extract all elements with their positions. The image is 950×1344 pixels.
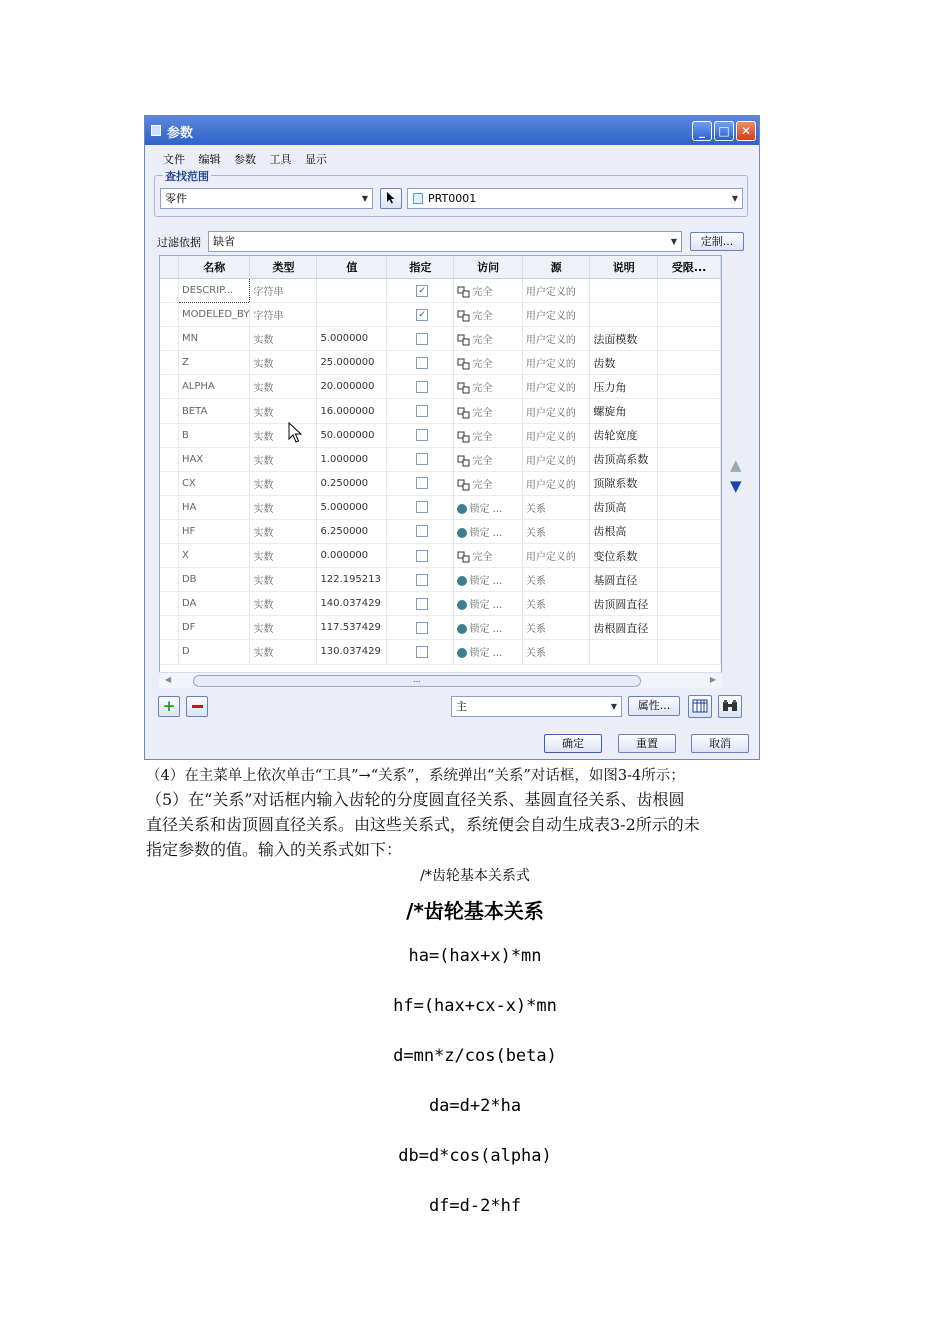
reset-button[interactable]: 重置: [618, 734, 676, 753]
header-row: [160, 256, 721, 279]
lock-icon: [457, 624, 467, 634]
relation-line: ha=(hax+x)*mn: [408, 946, 542, 966]
param-restricted: [658, 471, 721, 495]
designate-cell: [387, 640, 454, 664]
parameters-table: [159, 255, 722, 688]
maximize-button[interactable]: □: [714, 121, 734, 141]
access-cell[interactable]: [454, 375, 522, 399]
param-value[interactable]: 140.037429: [317, 592, 387, 616]
remove-parameter-button[interactable]: [186, 696, 208, 717]
param-description[interactable]: 齿轮宽度: [590, 423, 658, 447]
row-selector[interactable]: [160, 375, 178, 399]
param-description[interactable]: 顶隙系数: [590, 471, 658, 495]
move-down-icon[interactable]: ▼: [730, 477, 742, 495]
access-label: 完全: [472, 335, 493, 347]
param-type: 实数: [250, 327, 317, 351]
table-row[interactable]: [160, 544, 721, 568]
param-restricted: [658, 327, 721, 351]
designate-checkbox[interactable]: [416, 525, 428, 537]
param-source: 用户定义的: [522, 279, 590, 303]
param-value[interactable]: [317, 279, 387, 303]
param-type: 实数: [250, 519, 317, 543]
menu-file[interactable]: 文件: [163, 153, 185, 166]
param-value[interactable]: 117.537429: [317, 616, 387, 640]
param-source: 关系: [522, 519, 590, 543]
param-type: 实数: [250, 544, 317, 568]
param-type: 实数: [250, 351, 317, 375]
param-type: 实数: [250, 375, 317, 399]
param-value[interactable]: 25.000000: [317, 351, 387, 375]
param-restricted: [658, 568, 721, 592]
step5-line3: 指定参数的值。输入的关系式如下：: [146, 840, 403, 859]
param-restricted: [658, 519, 721, 543]
access-label: 完全: [472, 287, 493, 299]
param-description[interactable]: 螺旋角: [590, 399, 658, 423]
param-name[interactable]: CX: [178, 471, 250, 495]
access-label: 完全: [472, 431, 493, 443]
access-full-icon: [457, 431, 471, 443]
table-body: [160, 279, 721, 665]
param-value[interactable]: 0.000000: [317, 544, 387, 568]
param-value[interactable]: 5.000000: [317, 327, 387, 351]
designate-checkbox[interactable]: [416, 574, 428, 586]
designate-checkbox[interactable]: [416, 429, 428, 441]
designate-checkbox[interactable]: [416, 646, 428, 658]
scope-value: 零件: [165, 192, 187, 205]
designate-checkbox[interactable]: [416, 550, 428, 562]
table-columns-button[interactable]: [688, 695, 712, 718]
customize-button[interactable]: 定制...: [690, 232, 744, 251]
mouse-cursor-icon: [288, 422, 302, 444]
designate-cell: [387, 279, 454, 303]
relation-line: hf=(hax+cx-x)*mn: [393, 996, 557, 1016]
param-description[interactable]: 压力角: [590, 375, 658, 399]
lock-icon: [457, 600, 467, 610]
param-value[interactable]: 6.250000: [317, 519, 387, 543]
table-row[interactable]: [160, 447, 721, 471]
table-row[interactable]: [160, 495, 721, 519]
access-cell[interactable]: [454, 471, 522, 495]
select-pointer-button[interactable]: [380, 188, 402, 209]
param-source: 关系: [522, 616, 590, 640]
scroll-grip: ...: [413, 676, 421, 684]
access-cell[interactable]: [454, 423, 522, 447]
col-restricted[interactable]: 受限...: [658, 256, 721, 279]
chevron-down-icon: ▼: [610, 702, 617, 711]
access-full-icon: [457, 310, 471, 322]
minus-icon: [192, 705, 203, 708]
designate-checkbox[interactable]: [416, 333, 428, 345]
table-row[interactable]: [160, 592, 721, 616]
step5-line1: （5）在“关系”对话框内输入齿轮的分度圆直径关系、基圆直径关系、齿根圆: [146, 790, 685, 809]
param-type: 字符串: [250, 303, 317, 327]
access-cell[interactable]: [454, 495, 522, 519]
param-source: 用户定义的: [522, 303, 590, 327]
menu-tools[interactable]: 工具: [269, 153, 292, 166]
param-description[interactable]: [590, 303, 658, 327]
designate-checkbox[interactable]: [416, 381, 428, 393]
access-label: 锁定 ...: [469, 624, 503, 636]
access-full-icon: [457, 286, 471, 298]
param-value[interactable]: 5.000000: [317, 495, 387, 519]
designate-cell: [387, 544, 454, 568]
access-full-icon: [457, 358, 471, 370]
param-type: 字符串: [250, 279, 317, 303]
access-full-icon: [457, 334, 471, 346]
access-full-icon: [457, 407, 471, 419]
col-value[interactable]: 值: [317, 256, 387, 279]
access-full-icon: [457, 551, 471, 563]
access-full-icon: [457, 455, 471, 467]
row-selector-header: [160, 256, 178, 279]
access-cell[interactable]: [454, 568, 522, 592]
access-label: 完全: [472, 407, 493, 419]
part-icon: [413, 193, 423, 204]
designate-cell: [387, 375, 454, 399]
access-cell[interactable]: [454, 303, 522, 327]
access-label: 完全: [472, 479, 493, 491]
table-row[interactable]: [160, 351, 721, 375]
access-label: 锁定 ...: [469, 527, 503, 539]
table-row[interactable]: [160, 327, 721, 351]
param-restricted: [658, 616, 721, 640]
param-name[interactable]: DA: [178, 592, 250, 616]
param-type: 实数: [250, 640, 317, 664]
designate-cell: [387, 423, 454, 447]
designate-checkbox[interactable]: [416, 501, 428, 513]
param-name[interactable]: BETA: [178, 399, 250, 423]
table-row[interactable]: [160, 279, 721, 303]
title-bar: [145, 116, 759, 145]
row-selector[interactable]: [160, 616, 178, 640]
designate-cell: [387, 303, 454, 327]
designate-checkbox[interactable]: [416, 405, 428, 417]
table-row[interactable]: [160, 399, 721, 423]
move-up-icon[interactable]: ▲: [730, 456, 742, 474]
row-selector[interactable]: [160, 519, 178, 543]
param-value[interactable]: 1.000000: [317, 447, 387, 471]
model-select[interactable]: [407, 188, 743, 209]
designate-cell: [387, 471, 454, 495]
param-description[interactable]: 基圆直径: [590, 568, 658, 592]
binoculars-icon: [722, 699, 738, 713]
table-row[interactable]: [160, 471, 721, 495]
model-value: PRT0001: [428, 192, 477, 205]
access-label: 完全: [472, 383, 493, 395]
table-row[interactable]: [160, 375, 721, 399]
scroll-left-icon[interactable]: ◀: [165, 675, 172, 684]
param-type: 实数: [250, 399, 317, 423]
bottom-select[interactable]: [451, 696, 622, 717]
row-selector[interactable]: [160, 423, 178, 447]
param-value[interactable]: 50.000000: [317, 423, 387, 447]
param-name[interactable]: HA: [178, 495, 250, 519]
designate-checkbox[interactable]: ✓: [416, 285, 428, 297]
row-selector[interactable]: [160, 303, 178, 327]
designate-checkbox[interactable]: [416, 357, 428, 369]
access-label: 锁定 ...: [469, 503, 503, 515]
scroll-thumb[interactable]: [193, 675, 641, 687]
param-name[interactable]: B: [178, 423, 250, 447]
access-cell[interactable]: [454, 519, 522, 543]
menu-display[interactable]: 显示: [305, 153, 327, 166]
param-restricted: [658, 351, 721, 375]
param-restricted: [658, 640, 721, 664]
access-label: 锁定 ...: [469, 600, 503, 612]
param-description[interactable]: 齿顶高: [590, 495, 658, 519]
param-source: 用户定义的: [522, 327, 590, 351]
access-label: 完全: [472, 455, 493, 467]
designate-cell: [387, 519, 454, 543]
param-name[interactable]: Z: [178, 351, 250, 375]
param-description[interactable]: 变位系数: [590, 544, 658, 568]
param-restricted: [658, 544, 721, 568]
param-source: 用户定义的: [522, 544, 590, 568]
window-title: 参数: [167, 126, 194, 141]
close-button[interactable]: ✕: [736, 121, 756, 141]
chevron-down-icon: ▼: [670, 237, 677, 246]
step4-paragraph: （4）在主菜单上依次单击“工具”→“关系”，系统弹出“关系”对话框，如图3-4所示；: [146, 768, 685, 784]
access-full-icon: [457, 382, 471, 394]
plus-icon: +: [162, 697, 176, 715]
param-source: 用户定义的: [522, 471, 590, 495]
designate-cell: [387, 616, 454, 640]
row-selector[interactable]: [160, 351, 178, 375]
param-type: 实数: [250, 471, 317, 495]
param-restricted: [658, 592, 721, 616]
parameters-dialog: [144, 115, 760, 760]
access-cell[interactable]: [454, 592, 522, 616]
scroll-right-icon[interactable]: ▶: [709, 675, 716, 684]
param-name[interactable]: X: [178, 544, 250, 568]
table-icon: [692, 699, 708, 713]
designate-cell: [387, 447, 454, 471]
access-cell[interactable]: [454, 351, 522, 375]
param-name[interactable]: HF: [178, 519, 250, 543]
designate-checkbox[interactable]: [416, 622, 428, 634]
param-description[interactable]: 齿顶圆直径: [590, 592, 658, 616]
param-source: 用户定义的: [522, 375, 590, 399]
row-selector[interactable]: [160, 568, 178, 592]
table-row[interactable]: [160, 616, 721, 640]
param-description[interactable]: 齿根高: [590, 519, 658, 543]
pointer-icon: [386, 192, 396, 204]
table-row[interactable]: [160, 423, 721, 447]
relations-caption: /*齿轮基本关系式: [420, 868, 530, 884]
param-source: 关系: [522, 592, 590, 616]
designate-cell: [387, 399, 454, 423]
param-restricted: [658, 447, 721, 471]
param-source: 用户定义的: [522, 423, 590, 447]
param-type: 实数: [250, 495, 317, 519]
col-source[interactable]: 源: [522, 256, 590, 279]
param-source: 关系: [522, 640, 590, 664]
row-selector[interactable]: [160, 471, 178, 495]
table-row[interactable]: [160, 640, 721, 664]
window-icon: [151, 125, 161, 136]
param-name[interactable]: DF: [178, 616, 250, 640]
chevron-down-icon: ▼: [361, 194, 368, 203]
access-cell[interactable]: [454, 447, 522, 471]
menu-edit[interactable]: 编辑: [198, 153, 221, 166]
param-name[interactable]: DB: [178, 568, 250, 592]
param-type: 实数: [250, 568, 317, 592]
param-description[interactable]: 齿数: [590, 351, 658, 375]
access-label: 完全: [472, 359, 493, 371]
table-row[interactable]: [160, 568, 721, 592]
param-name[interactable]: HAX: [178, 447, 250, 471]
menu-bar: [163, 151, 337, 167]
access-cell[interactable]: [454, 327, 522, 351]
filter-select[interactable]: [208, 231, 682, 252]
param-type: 实数: [250, 616, 317, 640]
menu-parameters[interactable]: 参数: [234, 153, 256, 166]
add-parameter-button[interactable]: [158, 696, 180, 717]
scope-select[interactable]: [160, 188, 373, 209]
parameters-grid: [160, 256, 721, 665]
access-cell[interactable]: [454, 399, 522, 423]
designate-cell: [387, 351, 454, 375]
relation-line: d=mn*z/cos(beta): [393, 1046, 557, 1066]
scope-legend: 查找范围: [165, 170, 209, 183]
lock-icon: [457, 504, 467, 514]
properties-button[interactable]: 属性...: [628, 696, 680, 716]
row-selector[interactable]: [160, 279, 178, 303]
param-restricted: [658, 399, 721, 423]
param-description[interactable]: 法面模数: [590, 327, 658, 351]
param-source: 关系: [522, 568, 590, 592]
param-type: 实数: [250, 423, 317, 447]
table-row[interactable]: [160, 303, 721, 327]
param-restricted: [658, 495, 721, 519]
ok-button[interactable]: 确定: [544, 734, 602, 753]
relation-line: df=d-2*hf: [428, 1196, 522, 1216]
param-type: 实数: [250, 447, 317, 471]
param-description[interactable]: [590, 279, 658, 303]
designate-checkbox[interactable]: [416, 598, 428, 610]
param-source: 用户定义的: [522, 447, 590, 471]
designate-cell: [387, 495, 454, 519]
param-type: 实数: [250, 592, 317, 616]
param-description[interactable]: 齿顶高系数: [590, 447, 658, 471]
param-description[interactable]: 齿根圆直径: [590, 616, 658, 640]
lock-icon: [457, 528, 467, 538]
access-cell[interactable]: [454, 544, 522, 568]
access-cell[interactable]: [454, 640, 522, 664]
param-name[interactable]: MN: [178, 327, 250, 351]
relation-line: db=d*cos(alpha): [398, 1146, 552, 1166]
access-full-icon: [457, 479, 471, 491]
access-label: 锁定 ...: [469, 576, 503, 588]
param-source: 用户定义的: [522, 399, 590, 423]
access-label: 完全: [472, 311, 493, 323]
find-button[interactable]: [718, 695, 742, 718]
param-name[interactable]: DESCRIP...: [178, 279, 250, 303]
lock-icon: [457, 576, 467, 586]
row-selector[interactable]: [160, 592, 178, 616]
bottom-select-value: 主: [456, 700, 467, 713]
row-selector[interactable]: [160, 544, 178, 568]
param-value[interactable]: 130.037429: [317, 640, 387, 664]
col-designate[interactable]: 指定: [387, 256, 454, 279]
designate-checkbox[interactable]: [416, 453, 428, 465]
filter-value: 缺省: [213, 235, 235, 248]
access-label: 完全: [472, 552, 493, 564]
param-name[interactable]: ALPHA: [178, 375, 250, 399]
param-restricted: [658, 375, 721, 399]
access-label: 锁定 ...: [469, 648, 503, 660]
param-value[interactable]: 20.000000: [317, 375, 387, 399]
filter-label: 过滤依据: [157, 236, 201, 249]
param-description[interactable]: [590, 640, 658, 664]
col-description[interactable]: 说明: [590, 256, 658, 279]
row-selector[interactable]: [160, 640, 178, 664]
step5-line2: 直径关系和齿顶圆直径关系。由这些关系式，系统便会自动生成表3-2所示的未: [146, 815, 700, 834]
param-restricted: [658, 279, 721, 303]
param-value[interactable]: [317, 303, 387, 327]
table-row[interactable]: [160, 519, 721, 543]
param-name[interactable]: D: [178, 640, 250, 664]
row-selector[interactable]: [160, 447, 178, 471]
param-value[interactable]: 122.195213: [317, 568, 387, 592]
param-source: 用户定义的: [522, 351, 590, 375]
col-access[interactable]: 访问: [454, 256, 522, 279]
access-cell[interactable]: [454, 616, 522, 640]
param-restricted: [658, 303, 721, 327]
relation-line: da=d+2*ha: [428, 1096, 522, 1116]
param-value[interactable]: 0.250000: [317, 471, 387, 495]
designate-cell: [387, 568, 454, 592]
row-selector[interactable]: [160, 327, 178, 351]
param-name[interactable]: MODELED_BY: [178, 303, 250, 327]
minimize-button[interactable]: _: [692, 121, 712, 141]
relations-title: /*齿轮基本关系: [406, 899, 544, 923]
row-selector[interactable]: [160, 495, 178, 519]
param-value[interactable]: 16.000000: [317, 399, 387, 423]
col-name[interactable]: 名称: [178, 256, 250, 279]
designate-cell: [387, 592, 454, 616]
access-cell[interactable]: [454, 279, 522, 303]
cancel-button[interactable]: 取消: [691, 734, 749, 753]
col-type[interactable]: 类型: [250, 256, 317, 279]
horizontal-scrollbar[interactable]: [159, 672, 722, 688]
param-source: 关系: [522, 495, 590, 519]
designate-cell: [387, 327, 454, 351]
chevron-down-icon: ▼: [731, 194, 738, 203]
param-restricted: [658, 423, 721, 447]
designate-checkbox[interactable]: [416, 477, 428, 489]
row-selector[interactable]: [160, 399, 178, 423]
designate-checkbox[interactable]: ✓: [416, 309, 428, 321]
lock-icon: [457, 648, 467, 658]
